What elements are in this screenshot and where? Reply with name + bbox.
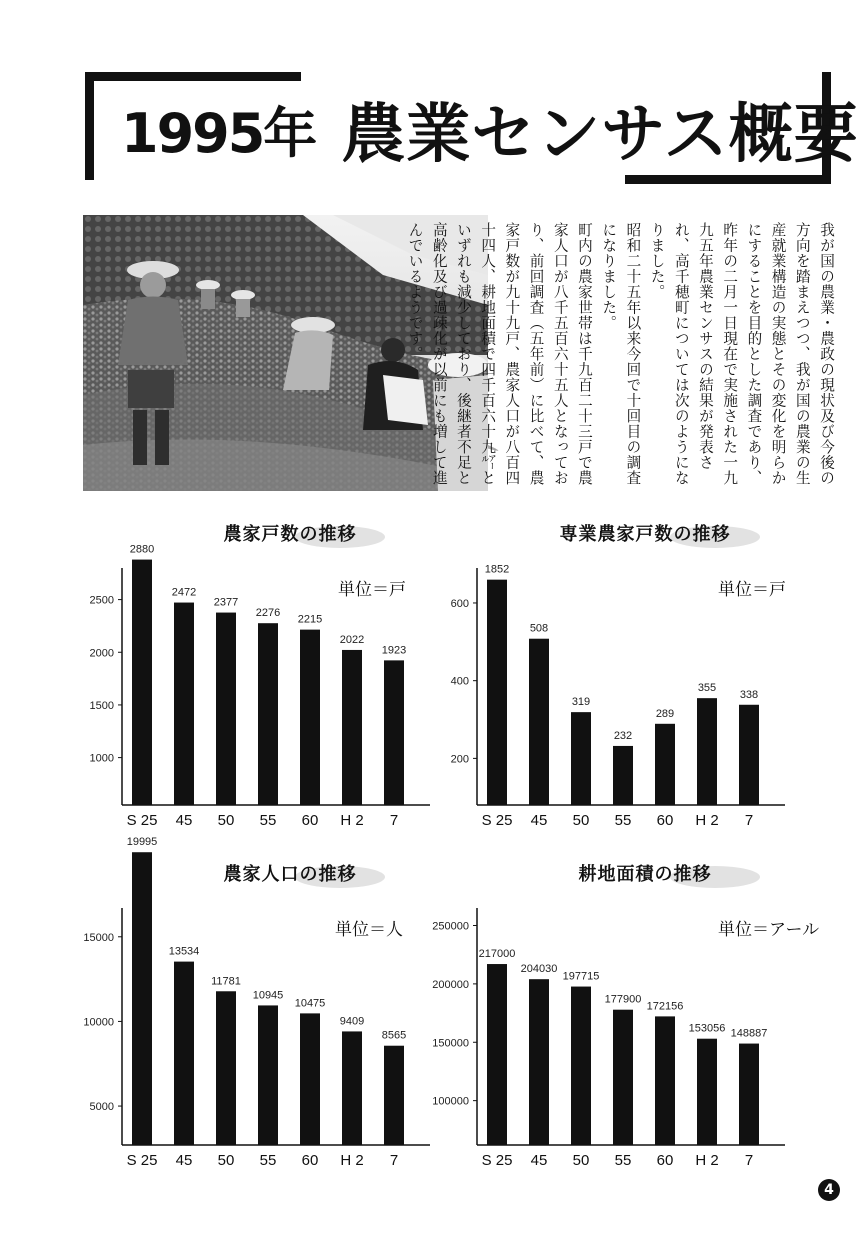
bar [613,1010,633,1145]
x-tick-label: 45 [175,812,193,829]
article-paragraph: 町内の農家世帯は千九百二十三戸で農家人口が八千五百六十五人となっており、前回調査（五年前）に比べて、農家戸数が九十九戸、農家人口が八百四十四人、耕地面積で四千百六十九㌃といずれも減少しており、後継者不足と高齢化及び過疎化が以前にも増して進んでいるようです。 [406,222,593,486]
data-label: 153056 [688,1022,726,1035]
chart-plot [435,520,855,829]
data-label: 232 [613,729,633,742]
bar [216,991,236,1145]
x-tick-label: 7 [389,812,399,829]
y-tick-label: 100000 [432,1095,469,1108]
y-tick-label: 5000 [89,1101,114,1114]
banner-frame-top [85,72,301,81]
article-text [406,222,838,498]
x-tick-label: 45 [530,812,548,829]
bar [174,962,194,1145]
x-tick-label: S 25 [126,1152,158,1169]
data-label: 319 [571,696,591,709]
x-tick-label: 55 [259,812,277,829]
data-label: 2276 [255,607,281,620]
bar [216,613,236,805]
y-tick-label: 2500 [89,594,114,607]
data-label: 338 [739,688,759,701]
bar [571,712,591,805]
data-label: 10475 [294,997,326,1010]
data-label: 355 [697,682,717,695]
data-label: 11781 [211,975,241,988]
data-label: 13534 [168,945,200,958]
bar [655,724,675,805]
y-tick-label: 200000 [432,978,469,991]
banner-frame-bottom [625,175,831,184]
y-tick-label: 2000 [89,647,114,660]
data-label: 172156 [646,1000,684,1013]
chart-full-time-farm-households [435,520,855,829]
data-label: 204030 [520,963,558,976]
y-tick-label: 1000 [89,752,114,765]
y-tick-label: 1500 [89,699,114,712]
bar [571,987,591,1145]
x-tick-label: S 25 [481,812,513,829]
x-tick-label: 7 [744,1152,754,1169]
x-tick-label: H 2 [340,1152,364,1169]
data-label: 8565 [381,1029,407,1042]
x-tick-label: 60 [656,1152,674,1169]
data-label: 2880 [129,543,155,556]
bar [258,1005,278,1145]
data-label: 508 [529,622,549,635]
x-tick-label: 7 [744,812,754,829]
article-paragraph: 昭和二十五年以来今回で十回目の調査になりました。 [600,222,642,486]
data-label: 1852 [484,563,510,576]
bar [739,705,759,805]
title-year: 1995年 [121,101,316,165]
y-tick-label: 600 [450,597,469,610]
x-tick-label: H 2 [695,1152,719,1169]
data-label: 177900 [604,993,642,1006]
data-label: 10945 [252,989,284,1002]
bar [487,580,507,805]
bar [739,1044,759,1145]
x-tick-label: H 2 [340,812,364,829]
bar [342,650,362,805]
x-tick-label: 50 [572,812,590,829]
x-tick-label: S 25 [126,812,158,829]
chart-unit: 単位＝戸 [338,580,406,600]
x-tick-label: S 25 [481,1152,513,1169]
y-tick-label: 250000 [432,920,469,933]
bar [384,660,404,805]
bar [258,623,278,805]
x-tick-label: 60 [301,1152,319,1169]
data-label: 217000 [478,948,516,961]
data-label: 2377 [213,596,239,609]
data-label: 148887 [730,1027,768,1040]
x-tick-label: H 2 [695,812,719,829]
x-tick-label: 45 [530,1152,548,1169]
data-label: 197715 [562,970,600,983]
bar [132,852,152,1145]
chart-cultivated-area [432,860,855,1169]
chart-title: 農家人口の推移 [223,864,357,885]
title-banner [85,72,859,184]
chart-plot [432,860,855,1169]
chart-title: 農家戸数の推移 [223,524,357,545]
bar [529,979,549,1145]
data-label: 1923 [381,644,407,657]
bar [697,1039,717,1145]
bar [384,1046,404,1145]
bar [613,746,633,805]
bar [655,1016,675,1145]
bar [132,560,152,805]
chart-unit: 単位＝アール [718,920,820,940]
data-label: 2215 [297,613,323,626]
y-tick-label: 400 [450,675,469,688]
x-tick-label: 7 [389,1152,399,1169]
x-tick-label: 55 [614,1152,632,1169]
data-label: 9409 [339,1015,365,1028]
chart-unit: 単位＝戸 [718,580,786,600]
article-paragraph: 我が国の農業・農政の現状及び今後の方向を踏まえつつ、我が国の農業の生産就業構造の実態とその変化を明らかにすることを目的とした調査であり、昨年の二月一日現在で実施された一九九五年農業センサスの結果が発表され、高千穂町については次のようになりました。 [648,222,835,486]
data-label: 289 [655,707,675,720]
y-tick-label: 150000 [432,1037,469,1050]
bar [300,1013,320,1145]
chart-unit: 単位＝人 [335,920,403,940]
page-title [121,86,859,172]
x-tick-label: 50 [217,1152,235,1169]
y-tick-label: 15000 [83,931,114,944]
bar [174,603,194,805]
title-main: 農業センサス概要 [341,98,859,172]
x-tick-label: 55 [614,812,632,829]
data-label: 2022 [339,633,365,646]
bar [487,964,507,1145]
x-tick-label: 60 [301,812,319,829]
banner-frame-left [85,72,94,180]
data-label: 2472 [171,586,197,599]
x-tick-label: 60 [656,812,674,829]
y-tick-label: 200 [450,753,469,766]
y-tick-label: 10000 [83,1016,114,1029]
x-tick-label: 55 [259,1152,277,1169]
bar [529,639,549,805]
chart-title: 専業農家戸数の推移 [559,524,731,545]
page-number: 4 [818,1179,840,1201]
x-tick-label: 50 [217,812,235,829]
chart-title: 耕地面積の推移 [578,864,712,885]
bar [697,698,717,805]
bar [300,630,320,805]
bar [342,1031,362,1145]
data-label: 19995 [126,836,158,849]
x-tick-label: 50 [572,1152,590,1169]
x-tick-label: 45 [175,1152,193,1169]
